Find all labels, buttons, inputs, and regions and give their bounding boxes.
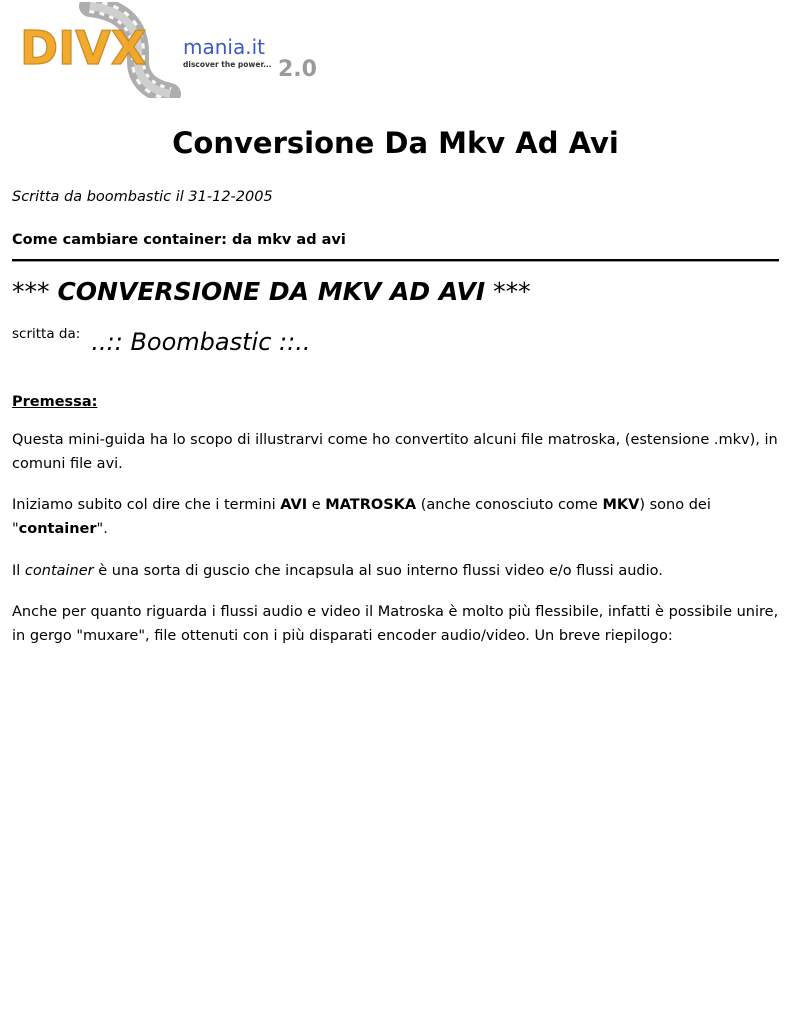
- paragraph-intro: Questa mini-guida ha lo scopo di illustrarvi come ho convertito alcuni file matroska, (estensione .mkv), in comuni file avi.: [12, 432, 778, 472]
- text-run: ) sono dei ": [12, 497, 711, 537]
- divxmania-logo-graphic: [20, 2, 320, 98]
- site-tagline: discover the power...: [183, 60, 272, 69]
- brand-letters: DIVX: [20, 21, 147, 75]
- version-label: 2.0: [278, 57, 317, 82]
- heading-text: CONVERSIONE DA MKV AD AVI: [57, 277, 486, 306]
- divider: [12, 259, 779, 262]
- heading-stars-right: ***: [493, 277, 531, 306]
- page-title: Conversione Da Mkv Ad Avi: [172, 126, 619, 160]
- term-matroska: MATROSKA: [325, 497, 417, 513]
- premessa-heading: Premessa:: [12, 394, 98, 410]
- paragraph-container-definition: [12, 559, 788, 583]
- text-run: ".: [96, 521, 108, 537]
- text-run: Iniziamo subito col dire che i termini: [12, 497, 281, 513]
- section-heading: [12, 277, 531, 306]
- heading-stars-left: ***: [12, 277, 50, 306]
- site-name: mania.it: [183, 35, 265, 59]
- text-run: e: [307, 497, 326, 513]
- term-container-italic: container: [24, 563, 94, 579]
- term-mkv: MKV: [602, 497, 640, 513]
- text-run: (anche conosciuto come: [416, 497, 603, 513]
- article-subtitle: Come cambiare container: da mkv ad avi: [12, 232, 346, 248]
- paragraph-matroska-flexibility: Anche per quanto riguarda i flussi audio e video il Matroska è molto più flessibile, infatti è possibile unire, in gergo "muxare", file ottenuti con i più disparati encoder audio/video. Un breve riepilogo:: [12, 604, 779, 644]
- author-row: [12, 326, 310, 354]
- author-name: ..:: Boombastic ::..: [91, 328, 311, 356]
- article-byline: Scritta da boombastic il 31-12-2005: [12, 189, 273, 205]
- paragraph-containers: [12, 493, 788, 541]
- author-label: scritta da:: [12, 326, 81, 342]
- site-logo[interactable]: [20, 2, 320, 98]
- text-run: è una sorta di guscio che incapsula al suo interno flussi video e/o flussi audio.: [93, 563, 663, 579]
- text-run: Il: [12, 563, 25, 579]
- term-avi: AVI: [280, 497, 308, 513]
- term-container: container: [18, 521, 97, 537]
